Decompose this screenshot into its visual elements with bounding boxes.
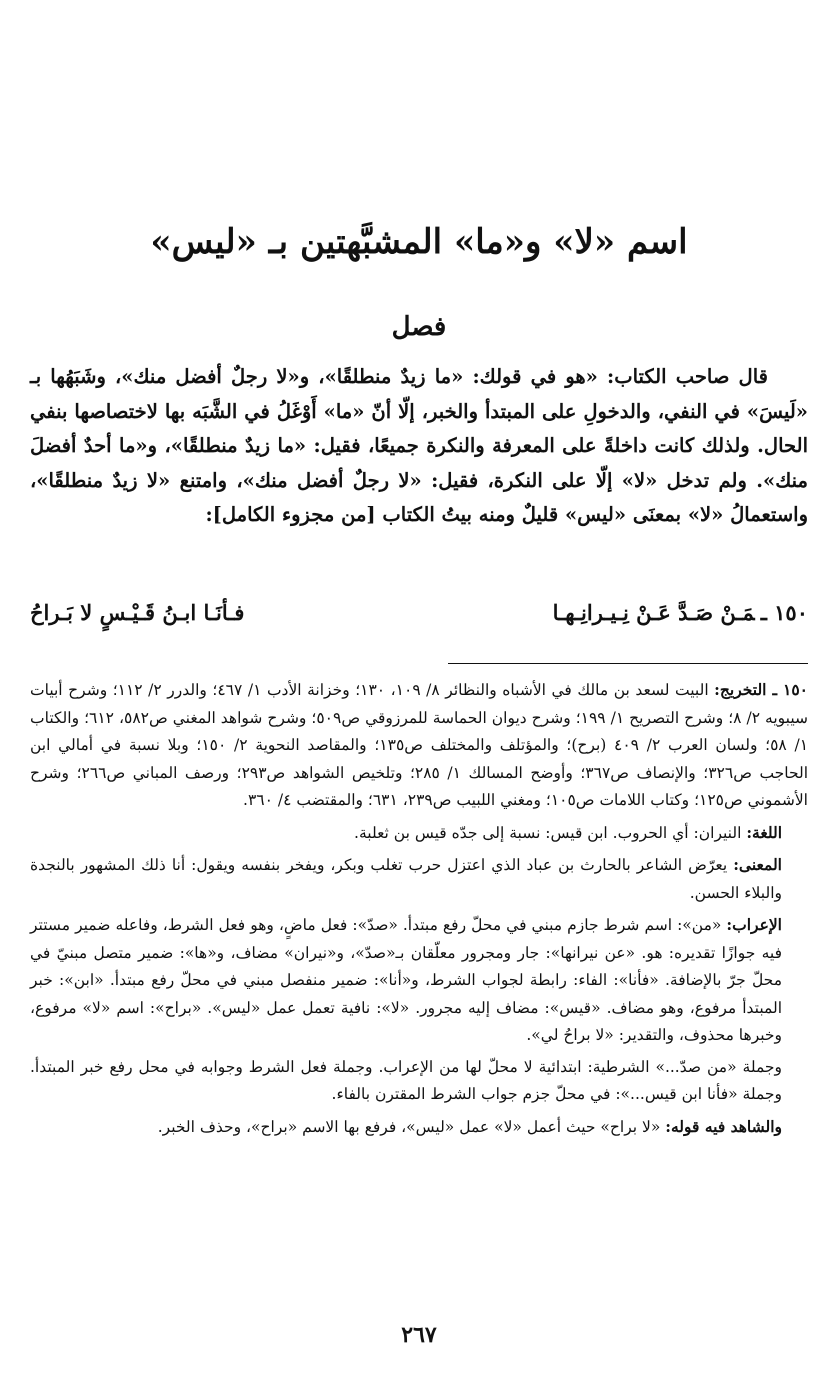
verse-first-text: مَـنْ صَـدَّ عَـنْ نِـيـرانِـهـا [552,600,755,625]
irab-label: الإعراب: [726,915,782,934]
verse-second-hemistich: فـأنَـا ابـنُ قَـيْـسٍ لا بَـراحُ [30,600,245,625]
footnote-maana [30,851,808,907]
verse-number: ١٥٠ ـ [760,600,808,625]
footnote-takhrij [30,676,808,815]
takhrij-label: ١٥٠ ـ التخريج: [714,680,809,699]
main-text [30,360,808,533]
takhrij-text: البيت لسعد بن مالك في الأشباه والنظائر ٨/ ١٠٩، ١٣٠؛ وخزانة الأدب ١/ ٤٦٧؛ والدرر ٢/ ١١٢؛ وشرح أبيات سيبويه ٢/ ٨؛ وشرح التصريح ١/ ١٩٩؛ وشرح ديوان الحماسة للمرزوقي ص٥٠٩؛ وشرح شواهد المغني ص٥٨٢، ٦١٢؛ والكتاب ١/ ٥٨؛ ولسان العرب ٢/ ٤٠٩ (برح)؛ والمؤتلف والمختلف ص١٣٥؛ والمقاصد النحوية ٢/ ١٥٠؛ وبلا نسبة في أمالي ابن الحاجب ص٣٢٦؛ والإنصاف ص٣٦٧؛ وأوضح المسالك ١/ ٢٨٥؛ وتلخيص الشواهد ص٢٩٣؛ ورصف المباني ص٢٦٦؛ وشرح الأشموني ص١٢٥؛ وكتاب اللامات ص١٠٥؛ ومغني اللبيب ص٢٣٩، ٦٣١؛ والمقتضب ٤/ ٣٦٠. [30,681,809,809]
lugha-label: اللغة: [746,822,782,842]
lugha-text: النيران: أي الحروب. ابن قيس: نسبة إلى جدّه قيس بن ثعلبة. [354,823,742,842]
shahid-label: والشاهد فيه قوله: [665,1116,782,1136]
footnote-jumla: وجملة «من صدّ...» الشرطية: ابتدائية لا محلّ لها من الإعراب. وجملة فعل الشرط وجوابه في محل رفع خبر المبتدأ. وجملة «فأنا ابن قيس...»: في محلّ جزم جواب الشرط المقترن بالفاء. [30,1057,782,1103]
maana-text: يعرّض الشاعر بالحارث بن عباد الذي اعتزل حرب تغلب وبكر، ويفخر بنفسه ويقول: أنا ذلك المشهور بالنجدة والبلاء الحسن. [30,856,782,902]
footnotes [30,676,808,1145]
chapter-title: اسم «لا» و«ما» المشبَّهتين بـ «ليس» [150,222,688,262]
main-paragraph: قال صاحب الكتاب: «هو في قولك: «ما زيدٌ منطلقًا»، و«لا رجلٌ أفضل منك»، وشَبَهُها بـ «لَيسَ» في النفي، والدخولِ على المبتدأ والخبر، إلّا أنّ «ما» أَوْغَلُ في الشَّبَه بها لاختصاصها بنفي الحال. ولذلك كانت داخلةً على المعرفة والنكرة جميعًا، فقيل: «ما زيدٌ منطلقًا»، و«ما أحدٌ أفضلَ منك». ولم تدخل «لا» إلّا على النكرة، فقيل: «لا رجلٌ أفضل منك»، وامتنع «لا زيدٌ منطلقًا»، واستعمالُ «لا» بمعنَى «ليس» قليلٌ ومنه بيتُ الكتاب [من مجزوء الكامل]: [30,365,808,526]
page-number: ٢٦٧ [401,1322,437,1348]
maana-label: المعنى: [733,855,782,874]
verse-first-hemistich [553,600,808,625]
book-page [30,0,808,1382]
section-heading: فصل [391,312,447,342]
footnote-divider [448,663,808,664]
shahid-text: «لا براح» حيث أعمل «لا» عمل «ليس»، فرفع بها الاسم «براح»، وحذف الخبر. [157,1117,661,1136]
irab-text: «من»: اسم شرط جازم مبني في محلّ رفع مبتدأ. «صدّ»: فعل ماضٍ، وهو فعل الشرط، وفاعله ضمير مستتر فيه جوازًا تقديره: هو. «عن نيرانها»: جار ومجرور معلّقان بـ«صدّ»، و«نيران» مضاف، و«ها»: ضمير متصل مبنيّ في محلّ جرّ بالإضافة. «فأنا»: الفاء: رابطة لجواب الشرط، و«أنا»: ضمير منفصل مبني في محلّ رفع مبتدأ. «ابن»: خبر المبتدأ مرفوع، وهو مضاف. «قيس»: مضاف إليه مجرور. «لا»: نافية تعمل عمل «ليس». «براح»: اسم «لا» مرفوع، وخبرها محذوف، والتقدير: «لا براحُ لي». [30,916,782,1044]
poetry-verse [30,600,808,625]
footnote-lugha [30,819,808,848]
footnote-irab [30,911,808,1050]
footnote-shahid [30,1113,808,1142]
